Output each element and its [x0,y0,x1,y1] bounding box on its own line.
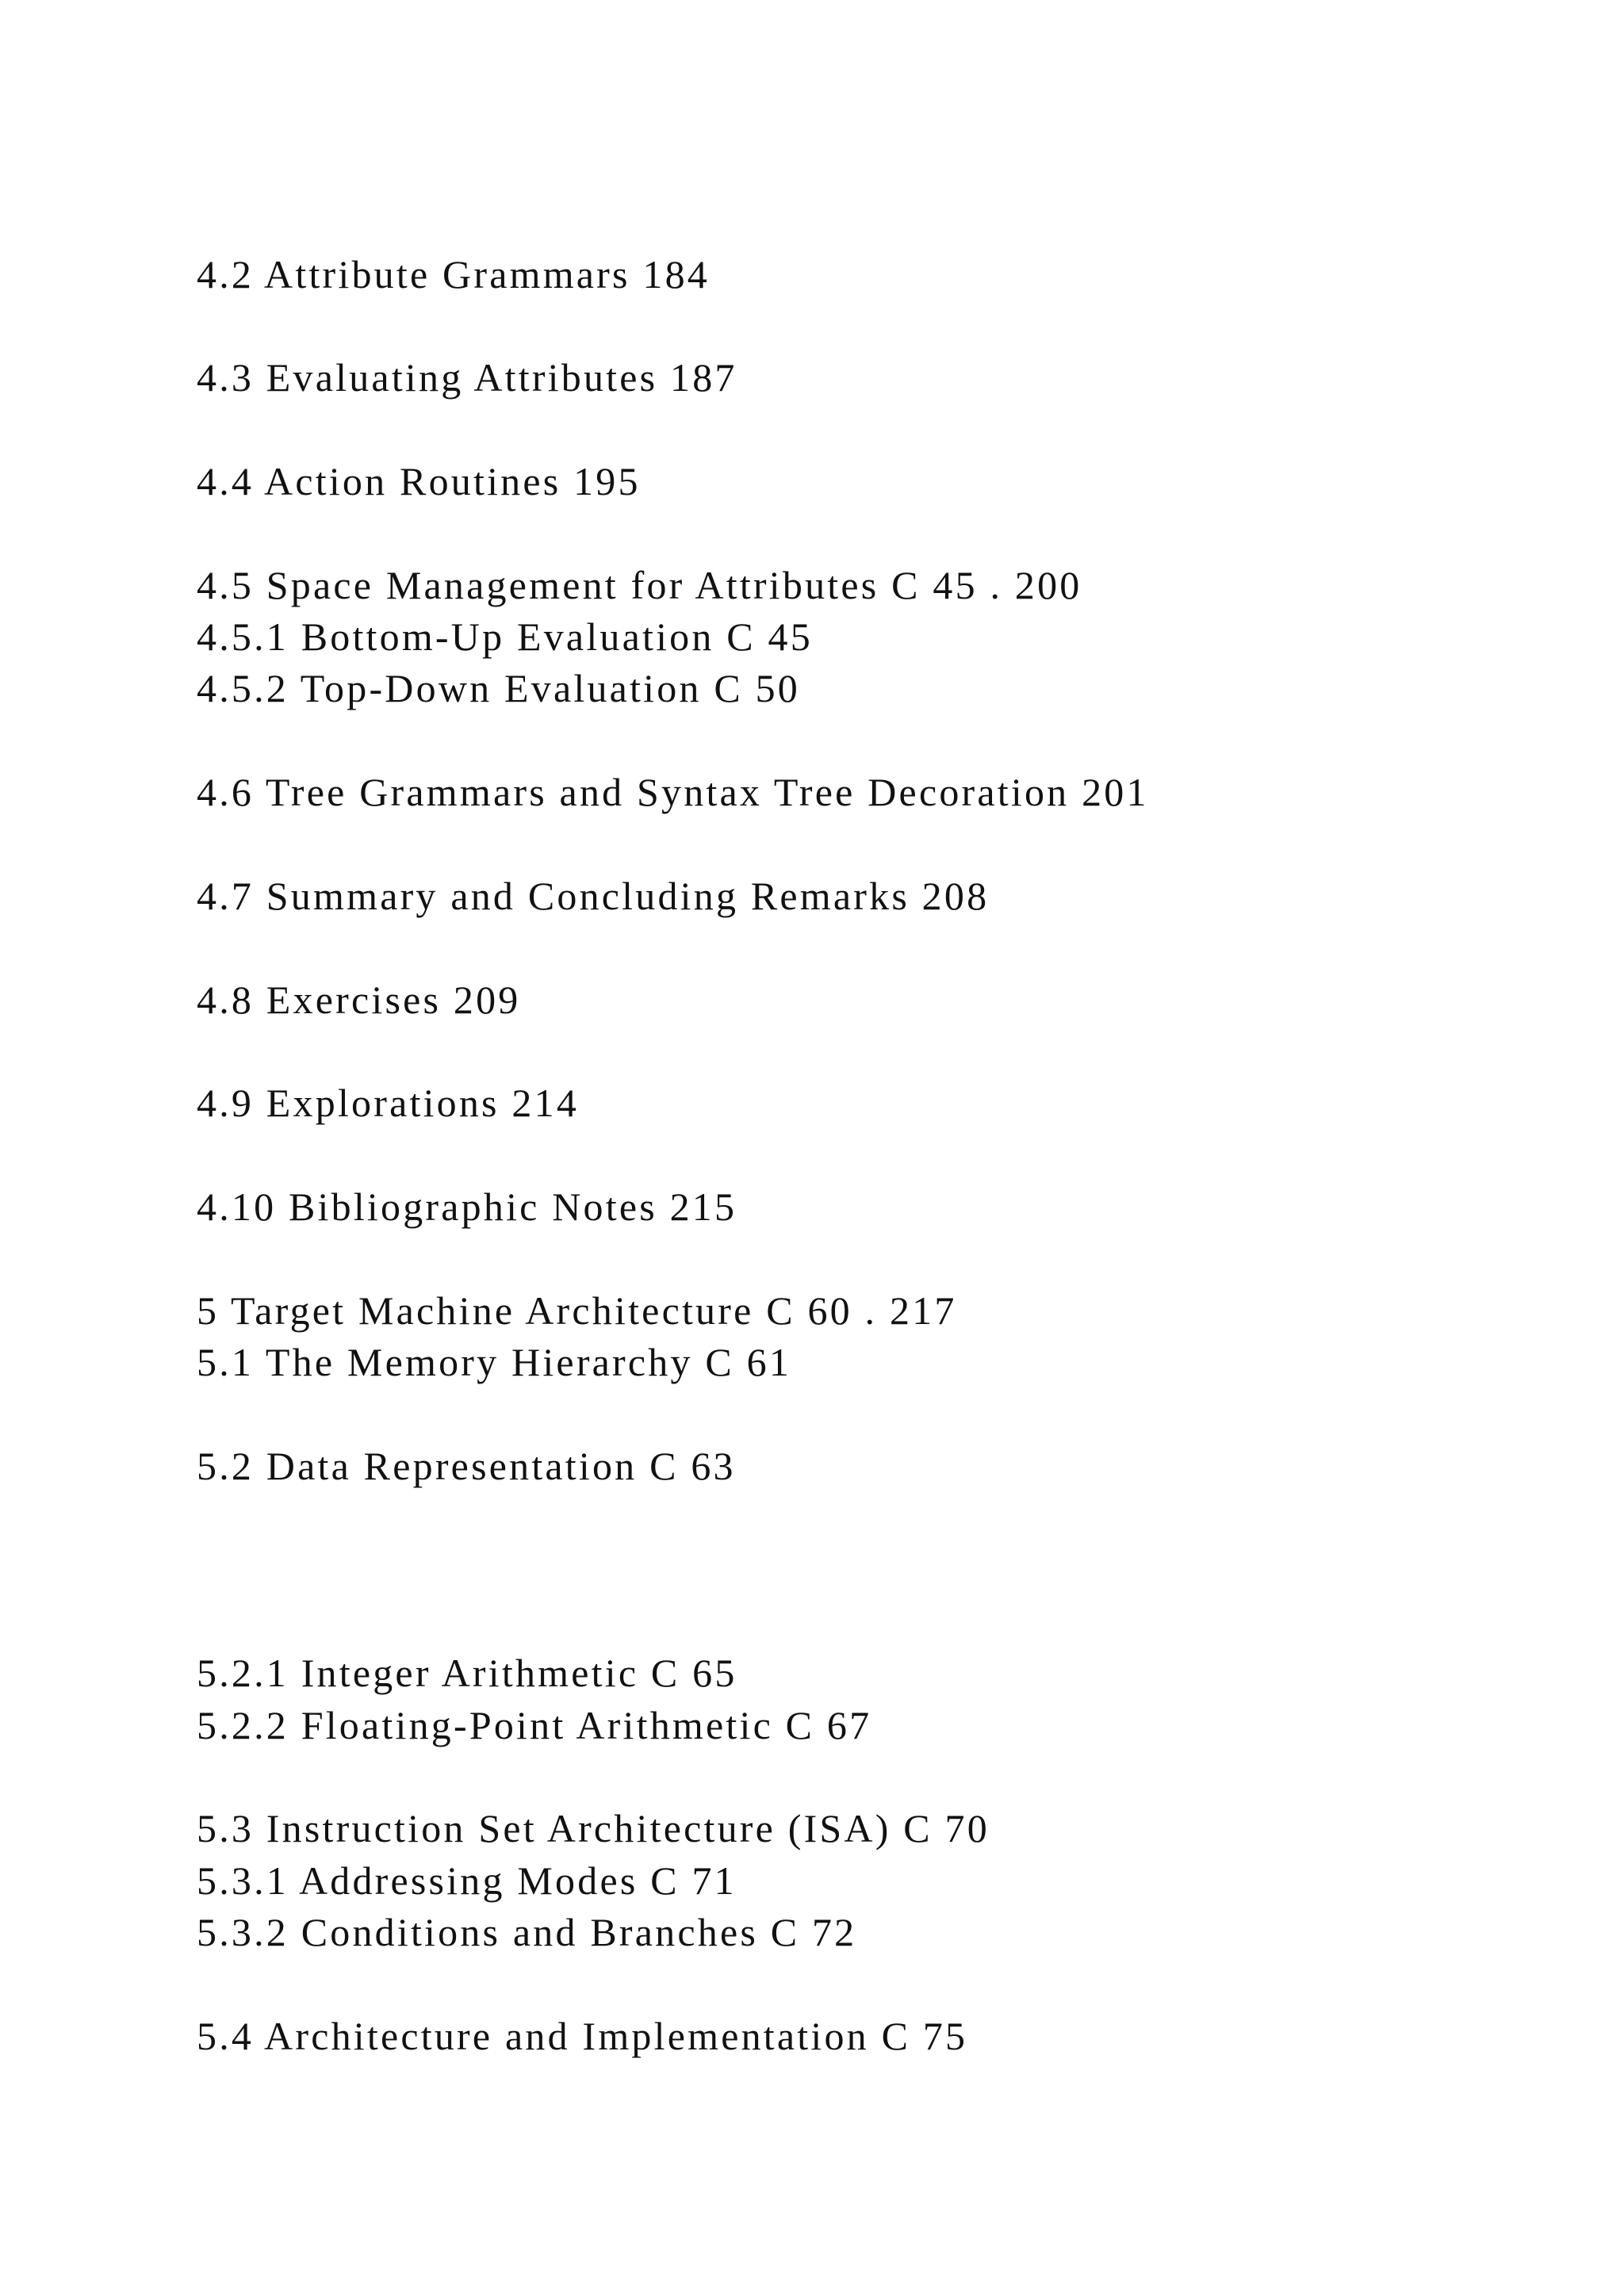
toc-entry-5-3-2: 5.3.2 Conditions and Branches C 72 [197,1910,857,1954]
toc-entry-4-7: 4.7 Summary and Concluding Remarks 208 [197,874,990,918]
toc-entry-5-3-1: 5.3.1 Addressing Modes C 71 [197,1858,737,1903]
toc-entry-4-5-2: 4.5.2 Top-Down Evaluation C 50 [197,666,800,710]
toc-entry-4-10: 4.10 Bibliographic Notes 215 [197,1184,737,1229]
toc-entry-4-6: 4.6 Tree Grammars and Syntax Tree Decoration 201 [197,770,1149,814]
toc-entry-4-5: 4.5 Space Management for Attributes C 45 . 200 [197,563,1082,607]
toc-entry-5: 5 Target Machine Architecture C 60 . 217 [197,1288,957,1333]
toc-entry-5-2: 5.2 Data Representation C 63 [197,1444,736,1488]
toc-entry-4-3: 4.3 Evaluating Attributes 187 [197,355,737,400]
toc-entry-4-8: 4.8 Exercises 209 [197,978,521,1022]
toc-entry-4-2: 4.2 Attribute Grammars 184 [197,252,710,297]
toc-entry-5-1: 5.1 The Memory Hierarchy C 61 [197,1340,792,1384]
toc-entry-5-2-1: 5.2.1 Integer Arithmetic C 65 [197,1651,737,1695]
toc-entry-5-2-2: 5.2.2 Floating-Point Arithmetic C 67 [197,1703,872,1747]
toc-entry-4-5-1: 4.5.1 Bottom-Up Evaluation C 45 [197,614,813,659]
toc-entry-5-3: 5.3 Instruction Set Architecture (ISA) C 70 [197,1806,990,1850]
toc-entry-4-4: 4.4 Action Routines 195 [197,459,641,503]
toc-entry-5-4: 5.4 Architecture and Implementation C 75 [197,2014,968,2058]
toc-entry-4-9: 4.9 Explorations 214 [197,1081,580,1125]
